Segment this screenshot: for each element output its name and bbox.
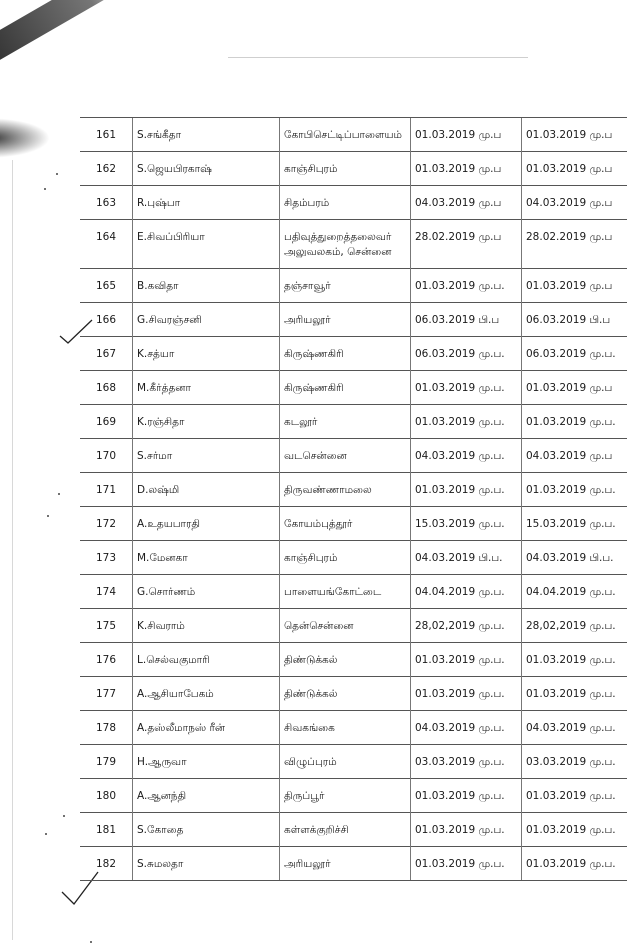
office-cell	[280, 152, 411, 186]
joining-date-cell: 06.03.2019 பி.ப	[522, 303, 627, 337]
serial-number-cell: 168	[80, 371, 133, 405]
office-line: தென்சென்னை	[284, 620, 354, 632]
top-faint-rule	[228, 57, 528, 58]
relieving-date-cell: 28.02.2019 மு.ப	[411, 220, 522, 269]
serial-number-cell: 170	[80, 439, 133, 473]
office-line: திண்டுக்கல்	[284, 688, 338, 700]
office-line: அலுவலகம், சென்னை	[284, 246, 392, 258]
relieving-date-cell: 01.03.2019 மு.ப.	[411, 405, 522, 439]
employee-name-cell: M.கீர்த்தனா	[133, 371, 280, 405]
employee-name-cell: S.சுமலதா	[133, 847, 280, 881]
relieving-date-cell: 04.03.2019 மு.ப.	[411, 439, 522, 473]
joining-date-cell: 15.03.2019 மு.ப.	[522, 507, 627, 541]
office-cell	[280, 303, 411, 337]
stray-mark	[47, 515, 49, 517]
office-cell	[280, 541, 411, 575]
office-cell	[280, 745, 411, 779]
table-row	[80, 677, 627, 711]
joining-date-cell: 04.03.2019 மு.ப	[522, 439, 627, 473]
serial-number-cell: 165	[80, 269, 133, 303]
page-left-edge	[12, 160, 13, 940]
table-row	[80, 847, 627, 881]
office-cell	[280, 186, 411, 220]
table-row	[80, 473, 627, 507]
joining-date-cell: 04.04.2019 மு.ப.	[522, 575, 627, 609]
serial-number-cell: 171	[80, 473, 133, 507]
joining-date-cell: 01.03.2019 மு.ப	[522, 118, 627, 152]
joining-date-cell: 01.03.2019 மு.ப.	[522, 847, 627, 881]
serial-number-cell: 178	[80, 711, 133, 745]
office-line: வடசென்னை	[284, 450, 347, 462]
relieving-date-cell: 04.04.2019 மு.ப.	[411, 575, 522, 609]
serial-number-cell: 167	[80, 337, 133, 371]
serial-number-cell: 172	[80, 507, 133, 541]
employee-name-cell: S.ஜெயபிரகாஷ்	[133, 152, 280, 186]
employee-name-cell: G.சிவரஞ்சனி	[133, 303, 280, 337]
joining-date-cell: 01.03.2019 மு.ப	[522, 371, 627, 405]
serial-number-cell: 181	[80, 813, 133, 847]
office-line: சிவகங்கை	[284, 722, 335, 734]
table-row	[80, 575, 627, 609]
relieving-date-cell: 01.03.2019 மு.ப.	[411, 813, 522, 847]
employee-name-cell: A.ஆசியாபேகம்	[133, 677, 280, 711]
table-row	[80, 507, 627, 541]
serial-number-cell: 175	[80, 609, 133, 643]
serial-number-cell: 177	[80, 677, 133, 711]
records-table	[80, 117, 627, 881]
office-cell	[280, 643, 411, 677]
joining-date-cell: 04.03.2019 மு.ப.	[522, 711, 627, 745]
office-line: அரியலூர்	[284, 858, 331, 870]
table-row	[80, 303, 627, 337]
relieving-date-cell: 01.03.2019 மு.ப.	[411, 269, 522, 303]
office-line: காஞ்சிபுரம்	[284, 552, 338, 564]
joining-date-cell: 28,02,2019 மு.ப.	[522, 609, 627, 643]
employee-name-cell: B.கவிதா	[133, 269, 280, 303]
employee-name-cell: G.சொர்ணம்	[133, 575, 280, 609]
table-row	[80, 745, 627, 779]
office-cell	[280, 813, 411, 847]
office-line: கோயம்புத்தூர்	[284, 518, 353, 530]
employee-name-cell: S.கோதை	[133, 813, 280, 847]
office-cell	[280, 269, 411, 303]
relieving-date-cell: 01.03.2019 மு.ப.	[411, 371, 522, 405]
employee-name-cell: S.சர்மா	[133, 439, 280, 473]
employee-name-cell: M.மேனகா	[133, 541, 280, 575]
employee-name-cell: K.சத்யா	[133, 337, 280, 371]
office-cell	[280, 118, 411, 152]
table-row	[80, 813, 627, 847]
table-row	[80, 269, 627, 303]
joining-date-cell: 03.03.2019 மு.ப.	[522, 745, 627, 779]
employee-name-cell: D.லஷ்மி	[133, 473, 280, 507]
table-row	[80, 779, 627, 813]
employee-name-cell: L.செல்வகுமாரி	[133, 643, 280, 677]
stray-mark	[45, 833, 47, 835]
office-cell	[280, 439, 411, 473]
joining-date-cell: 01.03.2019 மு.ப.	[522, 643, 627, 677]
office-line: விழுப்புரம்	[284, 756, 337, 768]
office-line: கள்ளக்குறிச்சி	[284, 824, 349, 836]
office-cell	[280, 711, 411, 745]
serial-number-cell: 166	[80, 303, 133, 337]
office-cell	[280, 609, 411, 643]
serial-number-cell: 162	[80, 152, 133, 186]
joining-date-cell: 01.03.2019 மு.ப.	[522, 779, 627, 813]
joining-date-cell: 06.03.2019 மு.ப.	[522, 337, 627, 371]
office-line: திருப்பூர்	[284, 790, 325, 802]
table-row	[80, 643, 627, 677]
employee-name-cell: A.உதயபாரதி	[133, 507, 280, 541]
office-cell	[280, 371, 411, 405]
employee-name-cell: R.புஷ்பா	[133, 186, 280, 220]
table-row	[80, 439, 627, 473]
office-line: திருவண்ணாமலை	[284, 484, 372, 496]
table-row	[80, 186, 627, 220]
joining-date-cell: 01.03.2019 மு.ப	[522, 152, 627, 186]
office-cell	[280, 337, 411, 371]
serial-number-cell: 182	[80, 847, 133, 881]
relieving-date-cell: 04.03.2019 மு.ப	[411, 186, 522, 220]
employee-name-cell: A.தஸ்லீமாநஸ் ரீன்	[133, 711, 280, 745]
relieving-date-cell: 01.03.2019 மு.ப.	[411, 677, 522, 711]
office-line: திண்டுக்கல்	[284, 654, 338, 666]
joining-date-cell: 04.03.2019 பி.ப.	[522, 541, 627, 575]
joining-date-cell: 01.03.2019 மு.ப	[522, 269, 627, 303]
table-row	[80, 711, 627, 745]
serial-number-cell: 163	[80, 186, 133, 220]
office-line: கிருஷ்ணகிரி	[284, 348, 344, 360]
table-row	[80, 541, 627, 575]
office-line: பதிவுத்துறைத்தலைவர்	[284, 231, 392, 243]
office-cell	[280, 677, 411, 711]
relieving-date-cell: 01.03.2019 மு.ப.	[411, 847, 522, 881]
records-table-body	[80, 118, 627, 881]
serial-number-cell: 169	[80, 405, 133, 439]
joining-date-cell: 04.03.2019 மு.ப	[522, 186, 627, 220]
serial-number-cell: 179	[80, 745, 133, 779]
office-line: அரியலூர்	[284, 314, 331, 326]
relieving-date-cell: 06.03.2019 மு.ப.	[411, 337, 522, 371]
relieving-date-cell: 28,02,2019 மு.ப.	[411, 609, 522, 643]
scan-shadow-corner	[0, 118, 50, 158]
office-cell	[280, 507, 411, 541]
office-cell	[280, 779, 411, 813]
table-row	[80, 405, 627, 439]
joining-date-cell: 01.03.2019 மு.ப.	[522, 473, 627, 507]
relieving-date-cell: 01.03.2019 மு.ப.	[411, 473, 522, 507]
office-cell	[280, 220, 411, 269]
relieving-date-cell: 04.03.2019 மு.ப.	[411, 711, 522, 745]
serial-number-cell: 174	[80, 575, 133, 609]
relieving-date-cell: 01.03.2019 மு.ப.	[411, 779, 522, 813]
table-row	[80, 152, 627, 186]
table-row	[80, 337, 627, 371]
employee-name-cell: E.சிவப்பிரியா	[133, 220, 280, 269]
employee-name-cell: H.ஆருவா	[133, 745, 280, 779]
table-row	[80, 220, 627, 269]
stray-mark	[56, 173, 58, 175]
office-cell	[280, 405, 411, 439]
relieving-date-cell: 06.03.2019 பி.ப	[411, 303, 522, 337]
office-line: கிருஷ்ணகிரி	[284, 382, 344, 394]
table-row	[80, 118, 627, 152]
relieving-date-cell: 01.03.2019 மு.ப.	[411, 643, 522, 677]
relieving-date-cell: 04.03.2019 பி.ப.	[411, 541, 522, 575]
table-row	[80, 371, 627, 405]
joining-date-cell: 01.03.2019 மு.ப.	[522, 405, 627, 439]
joining-date-cell: 28.02.2019 மு.ப	[522, 220, 627, 269]
office-cell	[280, 847, 411, 881]
employee-name-cell: S.சங்கீதா	[133, 118, 280, 152]
office-cell	[280, 473, 411, 507]
serial-number-cell: 176	[80, 643, 133, 677]
stray-mark	[63, 815, 65, 817]
office-cell	[280, 575, 411, 609]
stray-mark	[44, 188, 46, 190]
joining-date-cell: 01.03.2019 மு.ப.	[522, 813, 627, 847]
office-line: கோபிசெட்டிப்பாளையம்	[284, 129, 402, 141]
employee-name-cell: K.ரஞ்சிதா	[133, 405, 280, 439]
employee-name-cell: K.சிவராம்	[133, 609, 280, 643]
joining-date-cell: 01.03.2019 மு.ப.	[522, 677, 627, 711]
office-line: கடலூர்	[284, 416, 318, 428]
serial-number-cell: 173	[80, 541, 133, 575]
office-line: காஞ்சிபுரம்	[284, 163, 338, 175]
scan-shadow-streak	[0, 0, 148, 79]
table-row	[80, 609, 627, 643]
relieving-date-cell: 15.03.2019 மு.ப.	[411, 507, 522, 541]
serial-number-cell: 161	[80, 118, 133, 152]
relieving-date-cell: 01.03.2019 மு.ப	[411, 152, 522, 186]
serial-number-cell: 164	[80, 220, 133, 269]
relieving-date-cell: 03.03.2019 மு.ப.	[411, 745, 522, 779]
office-line: தஞ்சாவூர்	[284, 280, 331, 292]
serial-number-cell: 180	[80, 779, 133, 813]
employee-name-cell: A.ஆனந்தி	[133, 779, 280, 813]
stray-mark	[58, 493, 60, 495]
stray-mark	[90, 941, 92, 943]
relieving-date-cell: 01.03.2019 மு.ப	[411, 118, 522, 152]
office-line: சிதம்பரம்	[284, 197, 330, 209]
office-line: பாளையங்கோட்டை	[284, 586, 382, 598]
